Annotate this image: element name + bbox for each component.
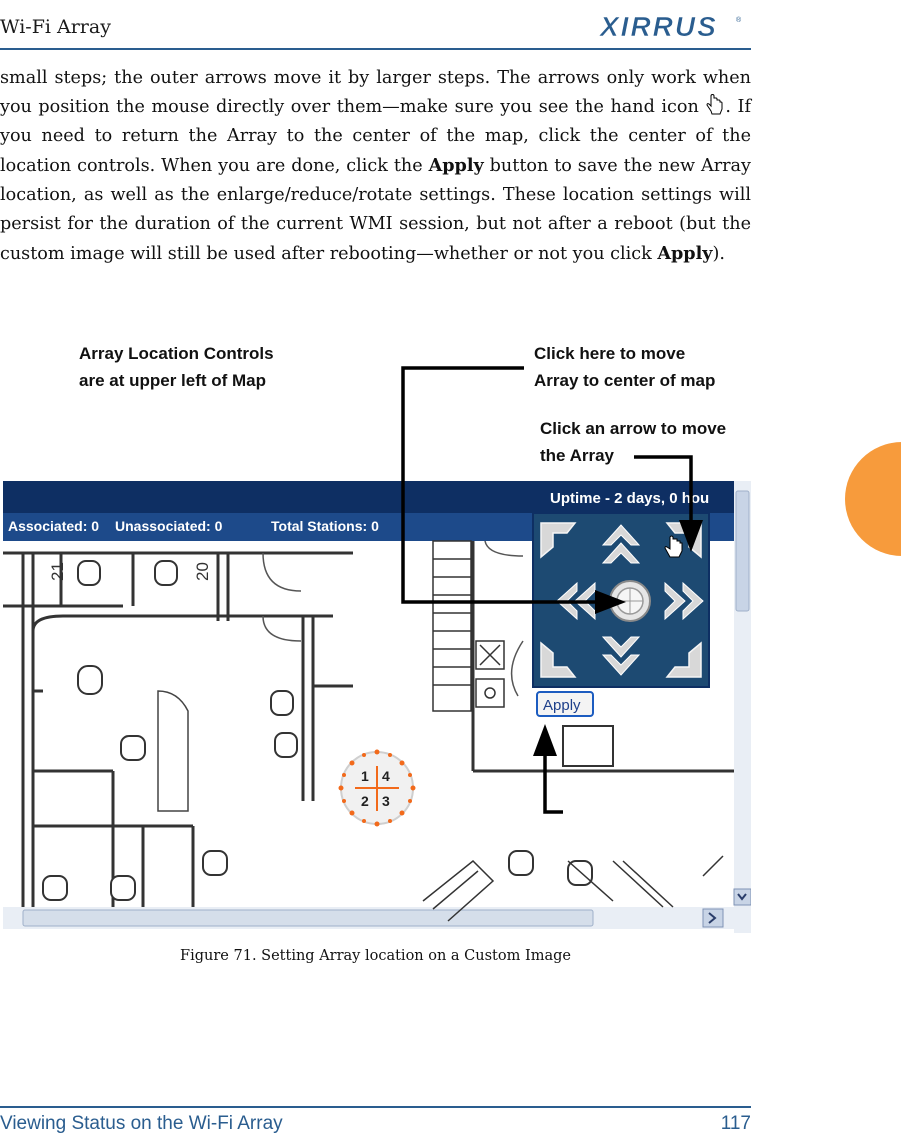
svg-text:4: 4: [382, 768, 390, 784]
footer-section-title: Viewing Status on the Wi-Fi Array: [0, 1113, 283, 1134]
room-21-label: 21: [48, 562, 67, 581]
figure-caption: Figure 71. Setting Array location on a Custom Image: [180, 948, 571, 964]
apply-button-label: Apply: [543, 697, 581, 714]
header-rule: [0, 48, 751, 50]
chapter-tab: [845, 442, 901, 556]
svg-text:®: ®: [736, 17, 742, 24]
callout-location-controls: Array Location Controls are at upper left of Map: [79, 344, 274, 390]
xirrus-logo: [598, 10, 746, 42]
associated-text: Associated: 0: [8, 518, 100, 534]
body-paragraph: small steps; the outer arrows move it by larger steps. The arrows only work when you position the mouse directly over them—make sure you see the hand icon . If you need to return the Array to the center of the map, click the center of the location controls. When you are done, click the Apply button to save the new Array location, as well as the enlarge/reduce/rotate settings. These location settings will persist for the duration of the current WMI session, but not after a reboot (but the custom image will still be used after rebooting—whether or not you click Apply).: [0, 68, 751, 264]
svg-text:XIRRUS: XIRRUS: [600, 11, 718, 42]
location-control-panel: [533, 513, 709, 687]
center-array-icon: [610, 581, 650, 621]
footer-rule: [0, 1106, 751, 1108]
svg-text:3: 3: [382, 793, 390, 809]
svg-text:2: 2: [361, 793, 369, 809]
callout-arrow: Click an arrow to move the Array: [540, 419, 727, 465]
running-header-title: Wi-Fi Array: [0, 16, 111, 38]
room-20-label: 20: [193, 562, 212, 581]
map-screenshot: [3, 481, 751, 933]
callout-center: Click here to move Array to center of map: [534, 344, 716, 390]
page-number: 117: [720, 1113, 751, 1134]
unassociated-text: Unassociated: 0: [115, 518, 223, 534]
svg-text:1: 1: [361, 768, 369, 784]
total-stations-text: Total Stations: 0: [271, 518, 379, 534]
hand-cursor-icon: [705, 94, 725, 116]
uptime-text: Uptime - 2 days, 0 hou: [550, 490, 710, 507]
